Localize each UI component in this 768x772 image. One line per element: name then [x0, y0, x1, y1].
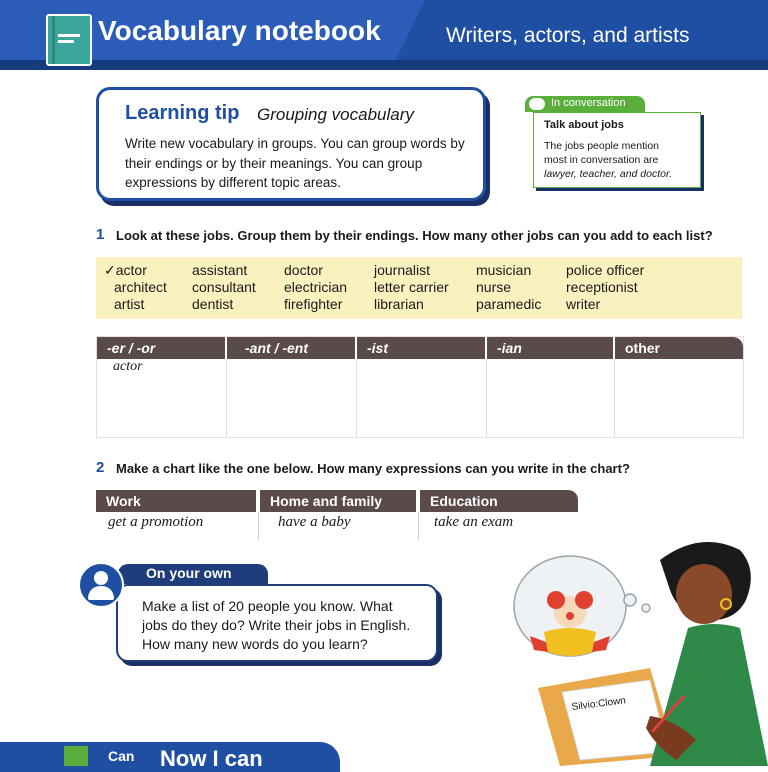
table-entry-education: take an exam — [434, 514, 514, 530]
table-header-home-family: Home and family — [260, 490, 416, 512]
job-word: letter carrier — [374, 279, 449, 295]
on-your-own-tab — [118, 564, 268, 584]
on-your-own-label: On your own — [146, 565, 232, 581]
job-word: journalist — [374, 262, 431, 278]
on-your-own-box — [116, 584, 438, 662]
job-word: musician — [476, 262, 532, 278]
on-your-own-body — [142, 597, 432, 654]
learning-tip-title: Learning tip — [125, 102, 240, 124]
in-conversation-label: In conversation — [551, 97, 626, 109]
jobs-column — [192, 262, 256, 313]
sign-text: Silvio:Clown — [571, 695, 627, 713]
header-band — [0, 60, 768, 70]
job-word: consultant — [192, 279, 256, 295]
job-word: receptionist — [566, 279, 638, 295]
job-word: nurse — [476, 279, 512, 295]
table-entry-home: have a baby — [278, 514, 351, 530]
in-conversation-heading: Talk about jobs — [544, 119, 624, 131]
table-header-education: Education — [420, 490, 578, 512]
column-divider — [418, 512, 419, 540]
job-word: writer — [566, 296, 601, 312]
table-header-ist: -ist — [357, 337, 485, 359]
illustration-woman-writing — [500, 520, 768, 766]
in-conversation-body — [544, 139, 694, 181]
table-entry-actor: actor — [113, 359, 143, 374]
woman-figure — [646, 542, 768, 766]
exercise-2-instruction: Make a chart like the one below. How many expressions can you write in the chart? — [116, 461, 630, 476]
in-conversation-line: most in conversation are — [544, 154, 659, 166]
speech-bubble-icon — [529, 98, 545, 110]
checkmark-icon — [64, 746, 88, 766]
notebook-icon — [46, 14, 92, 66]
exercise-1-instruction: Look at these jobs. Group them by their endings. How many other jobs can you add to each list? — [116, 228, 713, 243]
footer-can-label: Can — [108, 748, 135, 764]
on-your-own-line: jobs do they do? Write their jobs in English. — [142, 617, 411, 633]
jobs-column — [374, 262, 449, 313]
table-header-er-or: -er / -or — [97, 337, 225, 359]
learning-tip-body: Write new vocabulary in groups. You can group words by their endings or by their meanings. You can group expressions by different topic areas. — [125, 136, 465, 190]
table-header-work: Work — [96, 490, 256, 512]
column-divider — [356, 359, 357, 437]
person-icon — [78, 562, 124, 608]
job-word: firefighter — [284, 296, 343, 312]
table-header-ian: -ian — [487, 337, 613, 359]
table-header-other: other — [615, 337, 743, 359]
job-word: electrician — [284, 279, 348, 295]
job-word: architect — [114, 279, 167, 295]
in-conversation-box — [533, 112, 701, 188]
job-word: doctor — [284, 262, 323, 278]
table-header-ant-ent: -ant / -ent — [227, 337, 355, 359]
job-word: dentist — [192, 296, 234, 312]
column-divider — [614, 359, 615, 437]
jobs-column — [284, 262, 347, 313]
job-word: ✓actor — [104, 262, 147, 278]
job-word: paramedic — [476, 296, 542, 312]
page-subtitle: Writers, actors, and artists — [446, 24, 690, 47]
in-conversation-line: lawyer, teacher, and doctor. — [544, 168, 673, 180]
column-divider — [486, 359, 487, 437]
page-title: Vocabulary notebook — [98, 15, 381, 46]
footer-now-label: Now I can — [160, 746, 263, 771]
job-word: librarian — [374, 296, 424, 312]
jobs-column — [104, 262, 167, 313]
column-divider — [258, 512, 259, 540]
job-word: artist — [114, 296, 145, 312]
in-conversation-line: The jobs people mention — [544, 140, 659, 152]
jobs-word-box — [96, 257, 742, 319]
learning-tip-box — [96, 87, 486, 201]
exercise-2-number: 2 — [96, 459, 105, 476]
learning-tip-subtitle: Grouping vocabulary — [257, 105, 414, 124]
column-divider — [226, 359, 227, 437]
in-conversation-tab — [525, 96, 645, 112]
table-entry-work: get a promotion — [108, 514, 204, 530]
jobs-column — [476, 262, 541, 313]
job-word: assistant — [192, 262, 248, 278]
job-word: police officer — [566, 262, 645, 278]
jobs-column — [566, 262, 644, 313]
on-your-own-line: Make a list of 20 people you know. What — [142, 598, 393, 614]
on-your-own-line: How many new words do you learn? — [142, 636, 368, 652]
endings-table — [96, 336, 744, 438]
exercise-1-number: 1 — [96, 226, 105, 243]
